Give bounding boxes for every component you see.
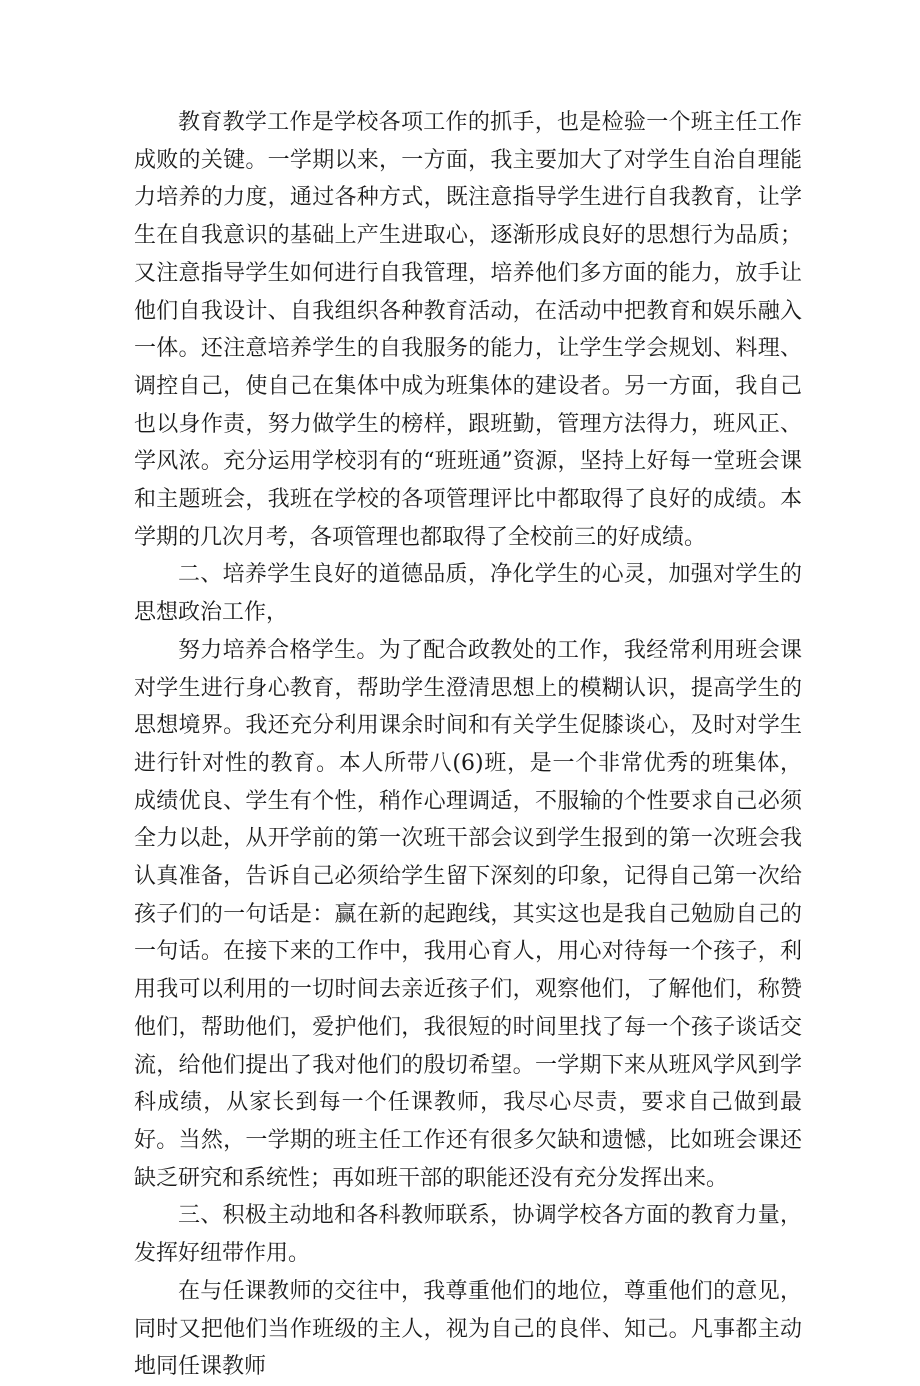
paragraph-moral-education: 努力培养合格学生。为了配合政教处的工作，我经常利用班会课对学生进行身心教育，帮助学生澄清思想上的模糊认识，提高学生的思想境界。我还充分利用课余时间和有关学生促膝谈心，及时对学生进行针对性的教育。本人所带八(6)班，是一个非常优秀的班集体，成绩优良、学生有个性，稍作心理调适，不服输的个性要求自己必须全力以赴，从开学前的第一次班干部会议到学生报到的第一次班会我认真准备，告诉自己必须给学生留下深刻的印象，记得自己第一次给孩子们的一句话是：赢在新的起跑线，其实这也是我自己勉励自己的一句话。在接下来的工作中，我用心育人，用心对待每一个孩子，利用我可以利用的一切时间去亲近孩子们，观察他们，了解他们，称赞他们，帮助他们，爱护他们，我很短的时间里找了每一个孩子谈话交流，给他们提出了我对他们的殷切希望。一学期下来从班风学风到学科成绩，从家长到每一个任课教师，我尽心尽责，要求自己做到最好。当然，一学期的班主任工作还有很多欠缺和遗憾，比如班会课还缺乏研究和系统性；再如班干部的职能还没有充分发挥出来。 bbox=[134, 637, 802, 1191]
paragraph-teacher-coordination: 在与任课教师的交往中，我尊重他们的地位，尊重他们的意见，同时又把他们当作班级的主人，视为自己的良伴、知己。凡事都主动地同任课教师 bbox=[134, 1278, 802, 1380]
heading-moral-education: 二、培养学生良好的道德品质，净化学生的心灵，加强对学生的思想政治工作， bbox=[134, 562, 802, 626]
paragraph-work-summary: 教育教学工作是学校各项工作的抓手，也是检验一个班主任工作成败的关键。一学期以来，一方面，我主要加大了对学生自治自理能力培养的力度，通过各种方式，既注意指导学生进行自我教育，让学生在自我意识的基础上产生进取心，逐渐形成良好的思想行为品质；又注意指导学生如何进行自我管理，培养他们多方面的能力，放手让他们自我设计、自我组织各种教育活动，在活动中把教育和娱乐融入一体。还注意培养学生的自我服务的能力，让学生学会规划、料理、调控自己，使自己在集体中成为班集体的建设者。另一方面，我自己也以身作责，努力做学生的榜样，跟班勤，管理方法得力，班风正、学风浓。充分运用学校羽有的“班班通”资源，坚持上好每一堂班会课和主题班会，我班在学校的各项管理评比中都取得了良好的成绩。本学期的几次月考，各项管理也都取得了全校前三的好成绩。 bbox=[134, 110, 802, 550]
document-body bbox=[134, 104, 802, 1386]
heading-teacher-coordination: 三、积极主动地和各科教师联系，协调学校各方面的教育力量，发挥好纽带作用。 bbox=[134, 1203, 802, 1267]
